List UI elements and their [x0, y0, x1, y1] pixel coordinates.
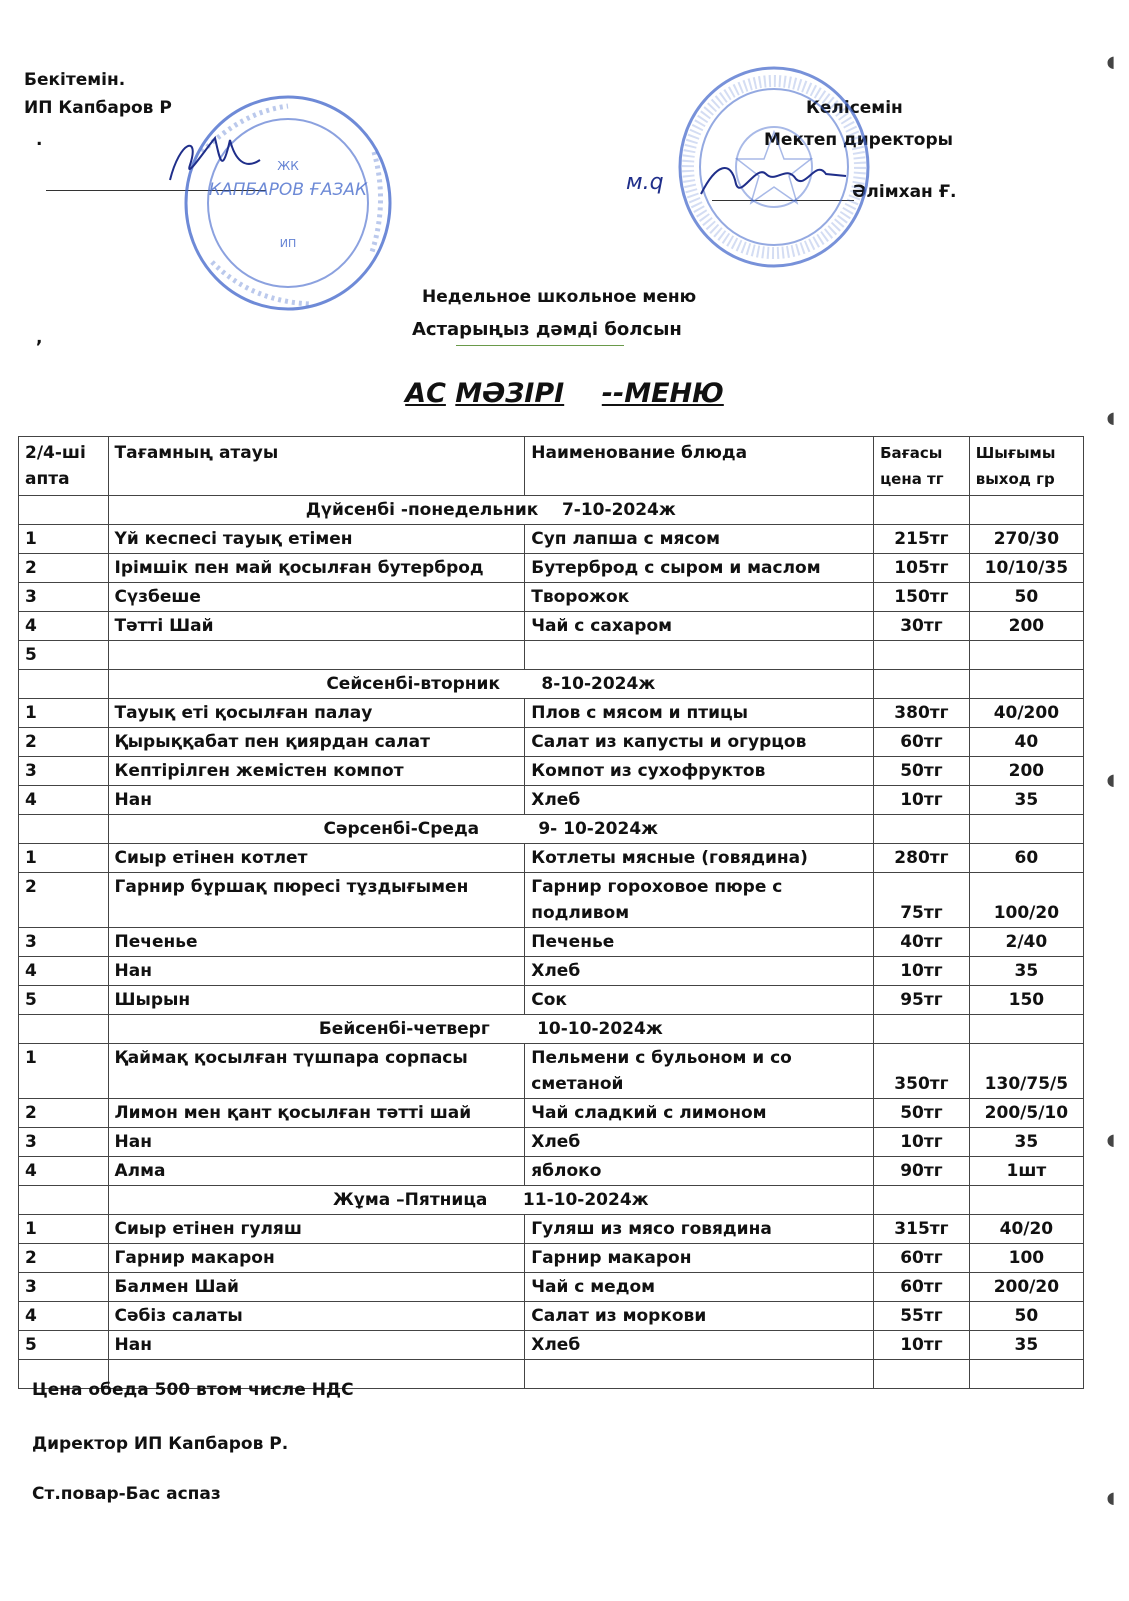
dish-name-ru: Гарнир гороховое пюре с подливом [525, 873, 874, 928]
menu-table [18, 436, 1084, 1389]
dish-output: 50 [969, 583, 1083, 612]
left-stamp-bottom-text: ИП [279, 237, 297, 250]
dish-price: 10тг [874, 1128, 970, 1157]
dish-output: 60 [969, 844, 1083, 873]
dish-name-ru: Сок [525, 986, 874, 1015]
row-number: 3 [19, 757, 109, 786]
dish-output: 270/30 [969, 525, 1083, 554]
dish-name-ru: Хлеб [525, 957, 874, 986]
dish-output: 35 [969, 786, 1083, 815]
dish-name-kz: Үй кеспесі тауық етімен [108, 525, 525, 554]
day-title: Дүйсенбі -понедельник 7-10-2024ж [108, 496, 874, 525]
dish-name-kz: Гарнир бұршақ пюресі тұздығымен [108, 873, 525, 928]
dish-name-kz: Кептірілген жемістен компот [108, 757, 525, 786]
day-title: Сейсенбі-вторник 8-10-2024ж [108, 670, 874, 699]
row-number: 4 [19, 957, 109, 986]
day-header-row [19, 1186, 1084, 1215]
dish-price: 90тг [874, 1157, 970, 1186]
row-number: 2 [19, 1099, 109, 1128]
bon-appetit-underline [456, 345, 624, 346]
row-number: 4 [19, 612, 109, 641]
dish-price: 55тг [874, 1302, 970, 1331]
row-number: 1 [19, 1215, 109, 1244]
dish-name-kz: Шырын [108, 986, 525, 1015]
dish-name-ru: Салат из капусты и огурцов [525, 728, 874, 757]
menu-heading-part3: --МЕНЮ [601, 378, 724, 409]
menu-heading [0, 378, 1129, 409]
director-title: Мектеп директоры [764, 130, 953, 150]
table-row [19, 986, 1084, 1015]
dish-name-kz: Ірімшік пен май қосылған бутерброд [108, 554, 525, 583]
dish-output: 100 [969, 1244, 1083, 1273]
dish-name-ru: Суп лапша с мясом [525, 525, 874, 554]
dish-output: 150 [969, 986, 1083, 1015]
dish-name-kz: Сәбіз салаты [108, 1302, 525, 1331]
day-header-row [19, 670, 1084, 699]
day-empty-cell [19, 815, 109, 844]
row-number: 5 [19, 641, 109, 670]
menu-heading-part2: МӘЗІРІ [455, 378, 565, 409]
table-row [19, 583, 1084, 612]
left-stamp-top-text: ЖК [277, 159, 299, 173]
dish-name-ru: Гарнир макарон [525, 1244, 874, 1273]
dish-name-ru: Салат из моркови [525, 1302, 874, 1331]
table-row [19, 873, 1084, 928]
row-number: 4 [19, 1302, 109, 1331]
dish-name-kz: Нан [108, 1128, 525, 1157]
row-number: 4 [19, 1157, 109, 1186]
dish-price: 280тг [874, 844, 970, 873]
agreement-label: Келісемін [806, 98, 903, 118]
dish-name-kz: Лимон мен қант қосылған тәтті шай [108, 1099, 525, 1128]
margin-mark: ◖ [1106, 52, 1115, 71]
dish-price: 350тг [874, 1044, 970, 1099]
dish-price: 10тг [874, 957, 970, 986]
dish-output: 200/20 [969, 1273, 1083, 1302]
dish-output: 200 [969, 757, 1083, 786]
table-row [19, 554, 1084, 583]
weekly-menu-title: Недельное школьное меню [422, 287, 697, 307]
lunch-price-note: Цена обеда 500 втом числе НДС [32, 1380, 354, 1400]
day-empty-cell [969, 1186, 1083, 1215]
table-row [19, 1302, 1084, 1331]
table-row [19, 525, 1084, 554]
left-stamp-center-text: КАПБАРОВ ҒАЗАК [208, 180, 368, 200]
dish-output: 100/20 [969, 873, 1083, 928]
dish-output: 200/5/10 [969, 1099, 1083, 1128]
day-empty-cell [874, 1015, 970, 1044]
row-number: 3 [19, 583, 109, 612]
day-empty-cell [874, 815, 970, 844]
dish-name-ru: Плов с мясом и птицы [525, 699, 874, 728]
dish-output: 1шт [969, 1157, 1083, 1186]
dish-name-kz: Сиыр етінен гуляш [108, 1215, 525, 1244]
approver-name: ИП Капбаров Р [24, 98, 172, 118]
director-name: Әлімхан Ғ. [852, 182, 957, 202]
margin-mark: ◖ [1106, 770, 1115, 789]
dish-name-kz: Нан [108, 1331, 525, 1360]
dish-name-kz: Сүзбеше [108, 583, 525, 612]
header-ru-name: Наименование блюда [525, 437, 874, 496]
day-empty-cell [969, 670, 1083, 699]
dish-name-ru: Печенье [525, 928, 874, 957]
director-initials: м.q [626, 170, 664, 195]
dish-name-ru: Чай с медом [525, 1273, 874, 1302]
dish-price: 75тг [874, 873, 970, 928]
table-row [19, 757, 1084, 786]
table-row [19, 612, 1084, 641]
row-number: 1 [19, 1044, 109, 1099]
dish-name-ru: Компот из сухофруктов [525, 757, 874, 786]
header-price: Бағасы цена тг [874, 437, 970, 496]
dish-name-ru: Пельмени с бульоном и со сметаной [525, 1044, 874, 1099]
header-kz-name: Тағамның атауы [108, 437, 525, 496]
table-row [19, 1215, 1084, 1244]
table-row [19, 1273, 1084, 1302]
dish-price: 50тг [874, 1099, 970, 1128]
dish-price: 40тг [874, 928, 970, 957]
margin-mark: ◖ [1106, 1488, 1115, 1507]
dish-price: 315тг [874, 1215, 970, 1244]
dish-name-kz: Қаймақ қосылған түшпара сорпасы [108, 1044, 525, 1099]
left-round-stamp [182, 92, 394, 314]
margin-mark: ◖ [1106, 408, 1115, 427]
dish-name-kz: Печенье [108, 928, 525, 957]
dish-price: 150тг [874, 583, 970, 612]
dish-output: 40 [969, 728, 1083, 757]
dish-name-kz: Нан [108, 786, 525, 815]
dish-price: 95тг [874, 986, 970, 1015]
row-number: 2 [19, 1244, 109, 1273]
table-row [19, 1331, 1084, 1360]
row-number: 1 [19, 844, 109, 873]
dish-price: 10тг [874, 1331, 970, 1360]
day-header-row [19, 496, 1084, 525]
day-empty-cell [874, 670, 970, 699]
margin-mark: ◖ [1106, 1130, 1115, 1149]
row-number: 4 [19, 786, 109, 815]
table-row [19, 844, 1084, 873]
dish-name-kz: Қырыққабат пен қиярдан салат [108, 728, 525, 757]
dish-price: 10тг [874, 786, 970, 815]
dish-output: 40/200 [969, 699, 1083, 728]
dish-output: 2/40 [969, 928, 1083, 957]
dish-output: 10/10/35 [969, 554, 1083, 583]
row-number: 3 [19, 1273, 109, 1302]
table-row [19, 1099, 1084, 1128]
row-number: 5 [19, 1331, 109, 1360]
dish-name-kz: Тауық еті қосылған палау [108, 699, 525, 728]
dish-output [969, 1360, 1083, 1389]
dish-price: 50тг [874, 757, 970, 786]
chef-label: Ст.повар-Бас аспаз [32, 1484, 221, 1504]
day-header-row [19, 815, 1084, 844]
day-empty-cell [19, 1186, 109, 1215]
stray-comma: , [36, 328, 43, 348]
day-empty-cell [969, 1015, 1083, 1044]
dish-output: 200 [969, 612, 1083, 641]
row-number: 2 [19, 728, 109, 757]
table-header-row [19, 437, 1084, 496]
dish-output [969, 641, 1083, 670]
table-row [19, 1128, 1084, 1157]
dish-output: 35 [969, 957, 1083, 986]
day-empty-cell [19, 496, 109, 525]
dish-price: 60тг [874, 1273, 970, 1302]
row-number: 3 [19, 928, 109, 957]
dish-name-ru: Котлеты мясные (говядина) [525, 844, 874, 873]
table-row [19, 928, 1084, 957]
dish-price: 105тг [874, 554, 970, 583]
table-row [19, 786, 1084, 815]
dish-price: 215тг [874, 525, 970, 554]
dish-price: 60тг [874, 1244, 970, 1273]
dish-name-ru: Хлеб [525, 1331, 874, 1360]
day-title: Сәрсенбі-Среда 9- 10-2024ж [108, 815, 874, 844]
day-empty-cell [19, 670, 109, 699]
dish-name-ru: Творожок [525, 583, 874, 612]
dish-price: 60тг [874, 728, 970, 757]
dish-name-ru: Бутерброд с сыром и маслом [525, 554, 874, 583]
row-number: 2 [19, 873, 109, 928]
day-header-row [19, 1015, 1084, 1044]
table-row [19, 1044, 1084, 1099]
day-title: Бейсенбі-четверг 10-10-2024ж [108, 1015, 874, 1044]
dish-price [874, 641, 970, 670]
dish-name-kz: Гарнир макарон [108, 1244, 525, 1273]
dish-name-ru: Гуляш из мясо говядина [525, 1215, 874, 1244]
dish-price: 30тг [874, 612, 970, 641]
table-row [19, 1157, 1084, 1186]
dish-name-kz: Алма [108, 1157, 525, 1186]
dish-name-ru: Чай с сахаром [525, 612, 874, 641]
row-number: 2 [19, 554, 109, 583]
dish-output: 35 [969, 1128, 1083, 1157]
table-row [19, 728, 1084, 757]
menu-heading-part1: АС [405, 378, 446, 409]
dish-name-ru: Хлеб [525, 1128, 874, 1157]
dish-name-kz: Сиыр етінен котлет [108, 844, 525, 873]
dish-name-ru: яблоко [525, 1157, 874, 1186]
row-number: 5 [19, 986, 109, 1015]
approver-dot: . [36, 130, 43, 150]
dish-name-ru: Чай сладкий с лимоном [525, 1099, 874, 1128]
dish-name-ru: Хлеб [525, 786, 874, 815]
approval-label: Бекітемін. [24, 70, 126, 90]
right-signature [696, 154, 856, 204]
table-row [19, 641, 1084, 670]
dish-output: 35 [969, 1331, 1083, 1360]
header-week: 2/4-ші апта [19, 437, 109, 496]
dish-price [874, 1360, 970, 1389]
dish-price: 380тг [874, 699, 970, 728]
row-number: 1 [19, 525, 109, 554]
dish-output: 50 [969, 1302, 1083, 1331]
dish-output: 40/20 [969, 1215, 1083, 1244]
dish-output: 130/75/5 [969, 1044, 1083, 1099]
bon-appetit-text: Астарыңыз дәмді болсын [412, 319, 682, 340]
day-empty-cell [969, 496, 1083, 525]
dish-name-kz: Тәтті Шай [108, 612, 525, 641]
table-row [19, 1244, 1084, 1273]
table-row [19, 699, 1084, 728]
dish-name-kz: Нан [108, 957, 525, 986]
day-empty-cell [19, 1015, 109, 1044]
header-output: Шығымы выход гр [969, 437, 1083, 496]
dish-name-ru [525, 641, 874, 670]
row-number: 3 [19, 1128, 109, 1157]
row-number: 1 [19, 699, 109, 728]
day-empty-cell [874, 1186, 970, 1215]
left-signature [160, 130, 270, 190]
day-empty-cell [969, 815, 1083, 844]
director-signature-label: Директор ИП Капбаров Р. [32, 1434, 289, 1454]
day-title: Жұма –Пятница 11-10-2024ж [108, 1186, 874, 1215]
table-row [19, 957, 1084, 986]
day-empty-cell [874, 496, 970, 525]
dish-name-kz: Балмен Шай [108, 1273, 525, 1302]
dish-name-ru [525, 1360, 874, 1389]
dish-name-kz [108, 641, 525, 670]
